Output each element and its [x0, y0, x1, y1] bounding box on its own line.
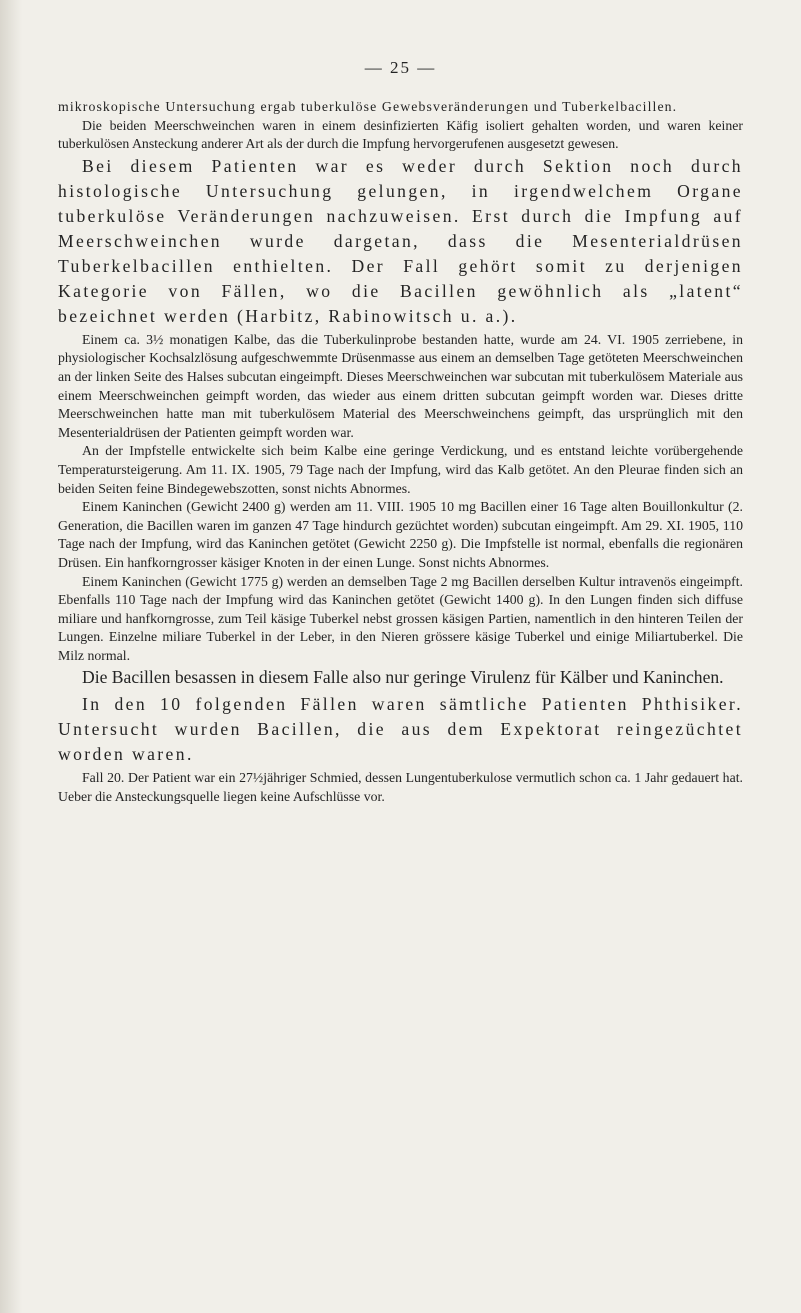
- paragraph-4: Einem ca. 3½ monatigen Kalbe, das die Tuberkulinprobe bestanden hatte, wurde am 24. VI. 1905 zerriebene, in physiologischer Kochsalzlösung aufgeschwemmte Drüsenmasse aus einem an demselben Tage getöteten Meerschweinchen an der linken Seite des Halses subcutan eingeimpft. Dieses Meerschweinchen war subcutan mit tuberkulösem Materiale aus einem Meerschweinchen geimpft worden, das wieder aus einem dritten subcutan geimpft worden war. Dieses dritte Meerschweinchen hatte man mit tuberkulösem Material des Meerschweinchens geimpft, das ursprünglich mit den Mesenterialdrüsen der Patienten geimpft worden war.: [58, 331, 743, 440]
- paragraph-7: Einem Kaninchen (Gewicht 1775 g) werden an demselben Tage 2 mg Bacillen derselben Kultur intravenös eingeimpft. Ebenfalls 110 Tage nach der Impfung wird das Kaninchen getötet (Gewicht 1400 g). In den Lungen finden sich diffuse miliare und hanfkorngrosse, zum Teil käsige Tuberkel nebst grossen käsigen Partien, namentlich in den hinteren Teilen der Lungen. Einzelne miliare Tuberkel in der Leber, in den Nieren grössere käsige Tuberkel und einige Miliartuberkel. Die Milz normal.: [58, 573, 743, 663]
- paragraph-1: mikroskopische Untersuchung ergab tuberkulöse Gewebsveränderungen und Tuberkelbacillen.: [58, 99, 678, 114]
- paragraph-8: Die Bacillen besassen in diesem Falle also nur geringe Virulenz für Kälber und Kaninchen.: [82, 667, 724, 688]
- paragraph-3: Bei diesem Patienten war es weder durch Sektion noch durch histologische Untersuchung gelungen, in irgendwelchem Organe tuberkulöse Veränderungen nachzuweisen. Erst durch die Impfung auf Meerschweinchen wurde dargetan, dass die Mesenterialdrüsen Tuberkelbacillen enthielten. Der Fall gehört somit zu derjenigen Kategorie von Fällen, wo die Bacillen gewöhnlich als „latent“ bezeichnet werden (Harbitz, Rabinowitsch u. a.).: [58, 155, 743, 326]
- paragraph-9: In den 10 folgenden Fällen waren sämtliche Patienten Phthisiker. Untersucht wurden Bacillen, die aus dem Expektorat reingezüchtet worden waren.: [58, 694, 743, 765]
- paragraph-5: An der Impfstelle entwickelte sich beim Kalbe eine geringe Verdickung, und es entstand leichte vorübergehende Temperatursteigerung. Am 11. IX. 1905, 79 Tage nach der Impfung, wird das Kalb getötet. An den Pleurae finden sich an beiden Seiten feine Bindegewebszotten, sonst nichts Abnormes.: [58, 443, 743, 496]
- page-number: — 25 —: [364, 58, 437, 77]
- paragraph-10: Fall 20. Der Patient war ein 27½jähriger Schmied, dessen Lungentuberkulose vermutlich schon ca. 1 Jahr gedauert hat. Ueber die Ansteckungsquelle liegen keine Aufschlüsse vor.: [58, 770, 743, 805]
- paragraph-2: Die beiden Meerschweinchen waren in einem desinfizierten Käfig isoliert gehalten worden, und waren keiner tuberkulösen Ansteckung anderer Art als der durch die Impfung hervorgerufenen ausgesetzt gewesen.: [58, 117, 743, 152]
- paragraph-6: Einem Kaninchen (Gewicht 2400 g) werden am 11. VIII. 1905 10 mg Bacillen einer 16 Tage alten Bouillonkultur (2. Generation, die Bacillen waren im ganzen 47 Tage hindurch gezüchtet worden) subcutan eingeimpft. Am 29. XI. 1905, 110 Tage nach der Impfung, wird das Kaninchen getötet (Gewicht 2250 g). Die Impfstelle ist normal, ebenfalls die regionären Drüsen. Ein hanfkorngrosser käsiger Knoten in der einen Lunge. Sonst nichts Abnormes.: [58, 499, 743, 570]
